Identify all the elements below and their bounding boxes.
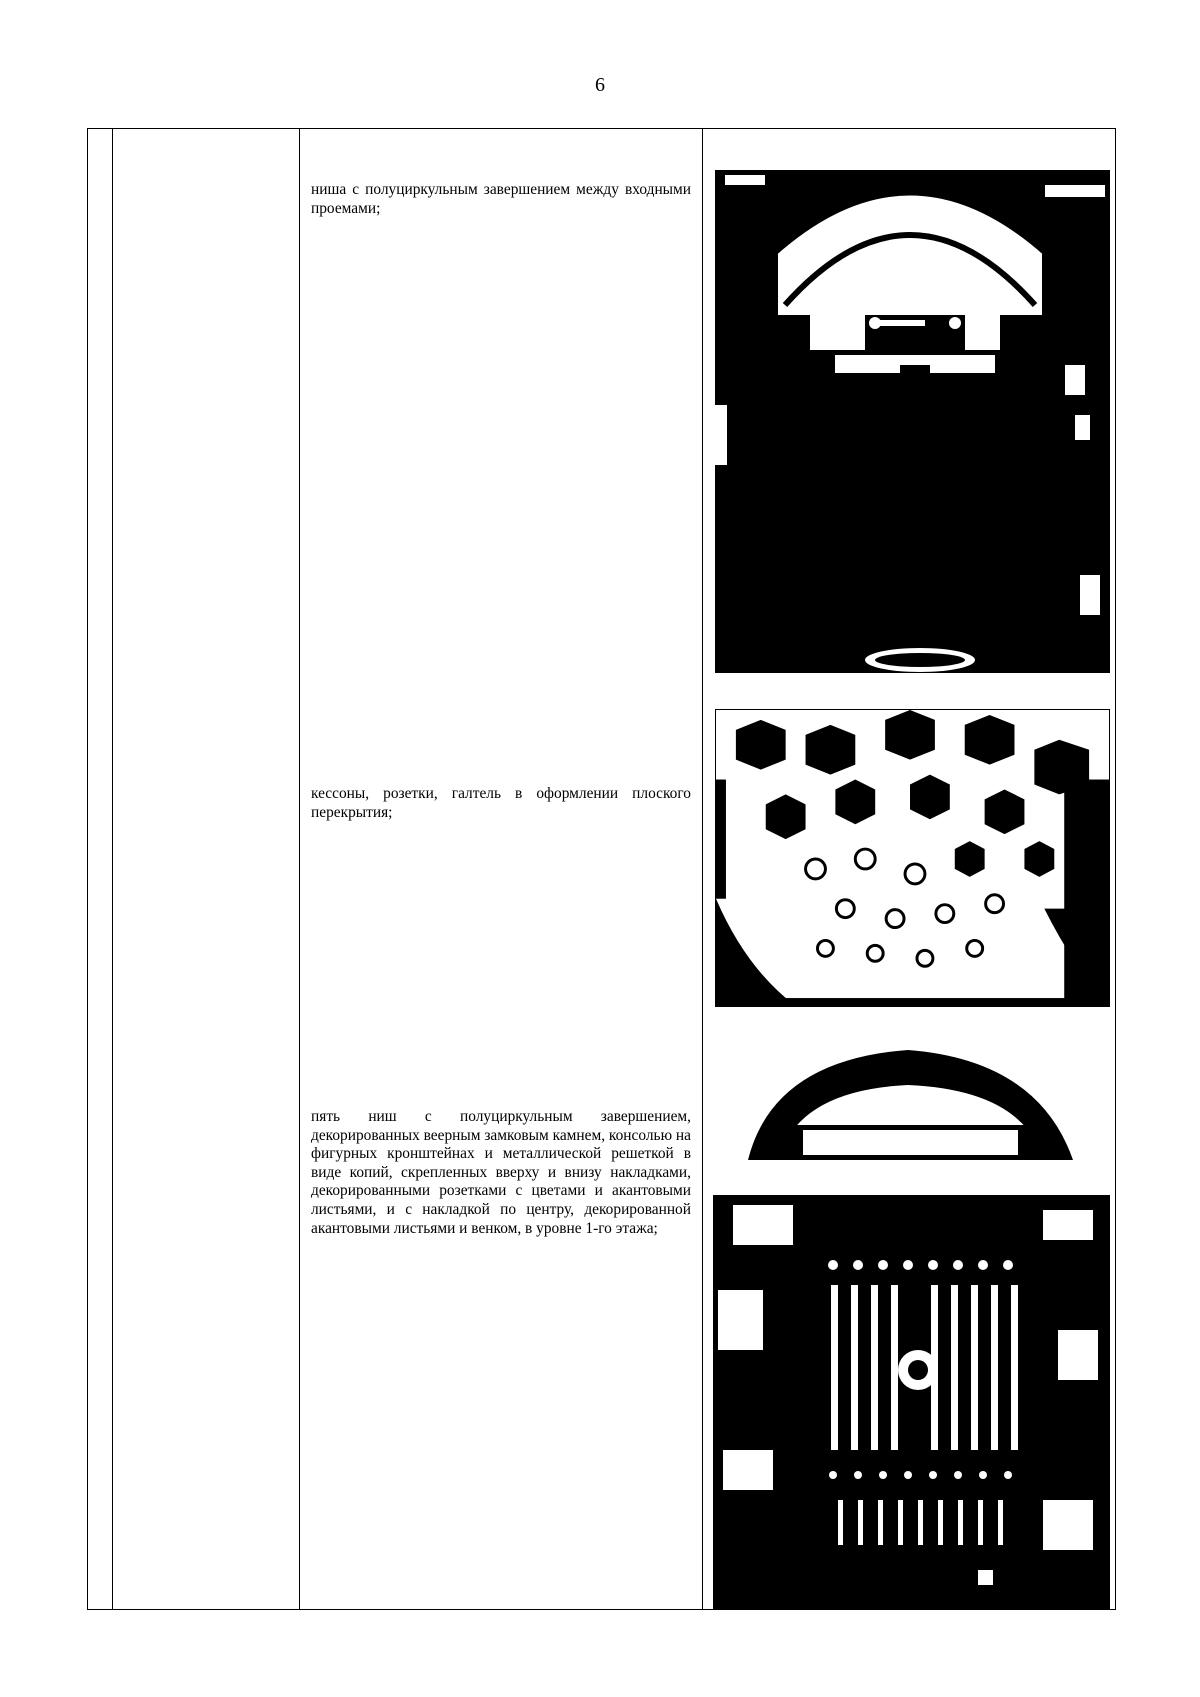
column-divider: [299, 129, 300, 1609]
semicircular-niche-photo: [715, 155, 1110, 680]
coffered-ceiling-photo: [715, 709, 1110, 1007]
row-description-five-niches: пять ниш с полуциркульным завершением, декорированных веерным замковым камнем, консолью на фигурных кронштейнах и металлической решеткой в виде копий, скрепленных вверху и внизу накладками, декорированными розетками с цветами и акантовыми листьями, и с накладкой по центру, декорированной акантовыми листьями и венком, в уровне 1-го этажа;: [311, 1108, 691, 1237]
page-number: 6: [595, 74, 605, 96]
column-divider: [702, 129, 703, 1609]
row-description-niche: ниша с полуциркульным завершением между входными проемами;: [311, 181, 691, 217]
column-divider: [112, 129, 113, 1609]
niche-with-grille-photo: [713, 1030, 1110, 1610]
row-description-coffers: кессоны, розетки, галтель в оформлении плоского перекрытия;: [311, 785, 691, 821]
